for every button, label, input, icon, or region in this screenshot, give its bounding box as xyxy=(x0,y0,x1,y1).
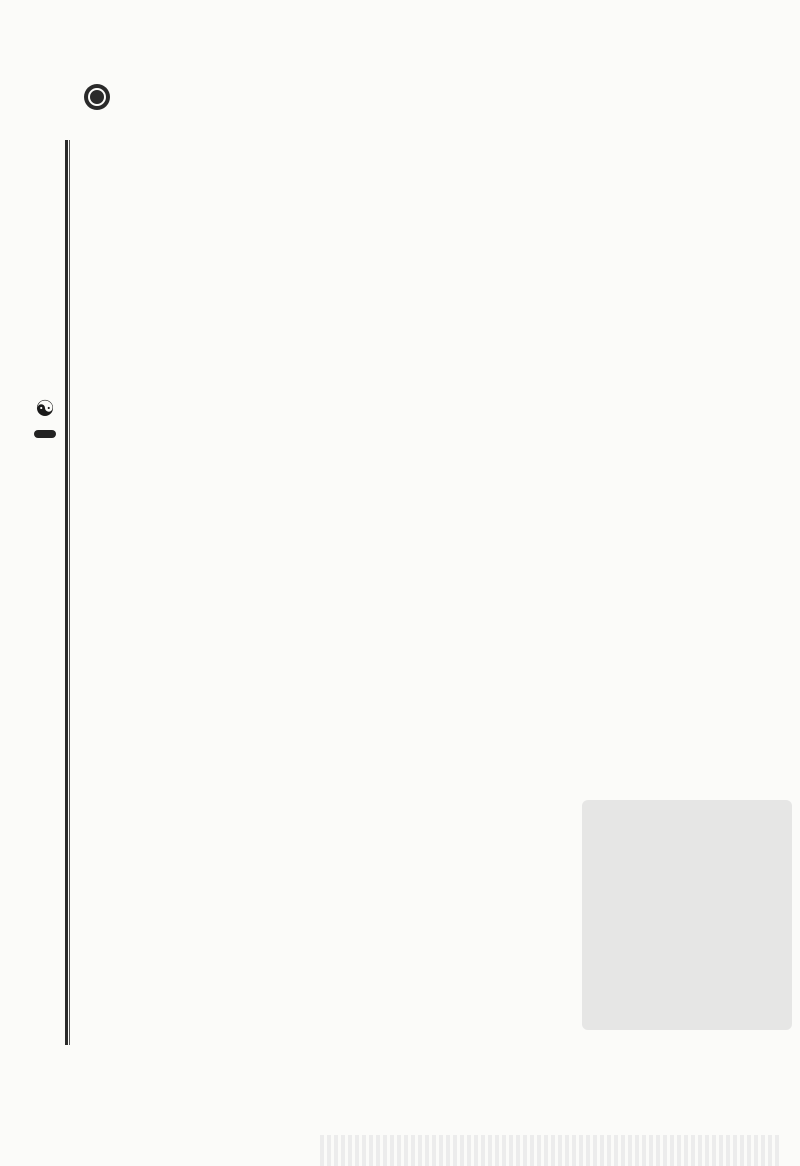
side-running-title xyxy=(32,398,58,438)
section-heading xyxy=(84,84,734,110)
volume-badge xyxy=(34,430,56,438)
section-emblem-icon xyxy=(84,84,110,110)
page-body xyxy=(84,56,734,132)
yin-yang-icon: ☯ xyxy=(35,397,55,422)
library-stamp xyxy=(582,800,792,1030)
spine-rule-thin xyxy=(69,140,70,1045)
scan-artifact-strip xyxy=(320,1135,780,1166)
spine-rule xyxy=(65,140,68,1045)
